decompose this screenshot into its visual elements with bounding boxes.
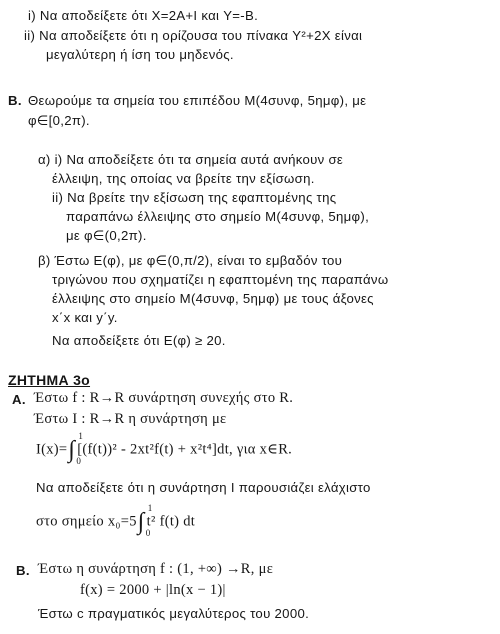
part-a-question-ii-cont: μεγαλύτερη ή ίση του μηδενός. xyxy=(46,47,234,62)
part-b-alpha-ii-cont2: με φ∈(0,2π). xyxy=(66,228,147,243)
section-heading: ΖΗΤΗΜΑ 3ο xyxy=(8,372,91,388)
part-b-intro-cont: φ∈[0,2π). xyxy=(28,113,90,128)
integral-upper-limit: 1 xyxy=(78,431,84,441)
part-b-beta-cont3: x΄x και y΄y. xyxy=(52,310,118,325)
integral-lhs: I(x)= xyxy=(36,441,68,458)
minimum-point-prefix: στο σημείο x₀=5 xyxy=(36,513,137,530)
integral-sign: ∫ 1 0 xyxy=(68,431,84,466)
integral-formula xyxy=(36,431,293,466)
section-a-statement: Έστω f : R→R συνάρτηση συνεχής στο R. xyxy=(34,390,294,406)
part-b-alpha-i-cont: έλλειψη, της οποίας να βρείτε την εξίσωση. xyxy=(52,171,315,186)
part-b-label: B. xyxy=(8,93,22,108)
integral-sign-2: ∫ 1 0 xyxy=(137,503,153,538)
part-b-beta-cont: τριγώνου που σχηματίζει η εφαπτομένη της παραπάνω xyxy=(52,272,389,287)
section-b-label: B. xyxy=(16,563,30,578)
section-b-function: f(x) = 2000 + |ln(x − 1)| xyxy=(80,582,226,598)
section-a-claim: Να αποδείξετε ότι η συνάρτηση I παρουσιάζει ελάχιστο xyxy=(36,480,371,495)
part-b-beta: β) Έστω Ε(φ), με φ∈(0,π/2), είναι το εμβαδόν του xyxy=(38,253,343,268)
section-b-constant: Έστω c πραγματικός μεγαλύτερος του 2000. xyxy=(38,606,310,621)
integral-body: [(f(t))² - 2xt²f(t) + x²t⁴]dt, για x∈R. xyxy=(77,441,293,458)
part-b-beta-cont2: έλλειψης στο σημείο Μ(4συνφ, 5ημφ) με τους άξονες xyxy=(52,291,374,306)
minimum-point-body: t² f(t) dt xyxy=(146,513,196,530)
integral-2-upper-limit: 1 xyxy=(147,503,153,513)
part-b-alpha-ii: ii) Να βρείτε την εξίσωση της εφαπτομένης της xyxy=(52,190,337,205)
part-b-alpha-i: α) i) Να αποδείξετε ότι τα σημεία αυτά ανήκουν σε xyxy=(38,152,344,167)
section-b-statement: Έστω η συνάρτηση f : (1, +∞) →R, με xyxy=(38,561,274,577)
part-b-beta-claim: Να αποδείξετε ότι Ε(φ) ≥ 20. xyxy=(52,333,226,348)
section-a-definition: Έστω I : R→R η συνάρτηση με xyxy=(34,411,227,427)
minimum-point-formula xyxy=(36,503,196,538)
part-b-alpha-ii-cont: παραπάνω έλλειψης στο σημείο Μ(4συνφ, 5ημφ), xyxy=(66,209,370,224)
integral-2-lower-limit: 0 xyxy=(145,528,151,538)
part-b-intro: Θεωρούμε τα σημεία του επιπέδου Μ(4συνφ, 5ημφ), με xyxy=(28,93,367,108)
part-a-question-i: i) Να αποδείξετε ότι X=2A+I και Y=-B. xyxy=(28,8,259,23)
section-a-label: A. xyxy=(12,392,26,407)
integral-lower-limit: 0 xyxy=(76,456,82,466)
part-a-question-ii: ii) Να αποδείξετε ότι η ορίζουσα του πίνακα Y²+2X είναι xyxy=(24,28,363,43)
